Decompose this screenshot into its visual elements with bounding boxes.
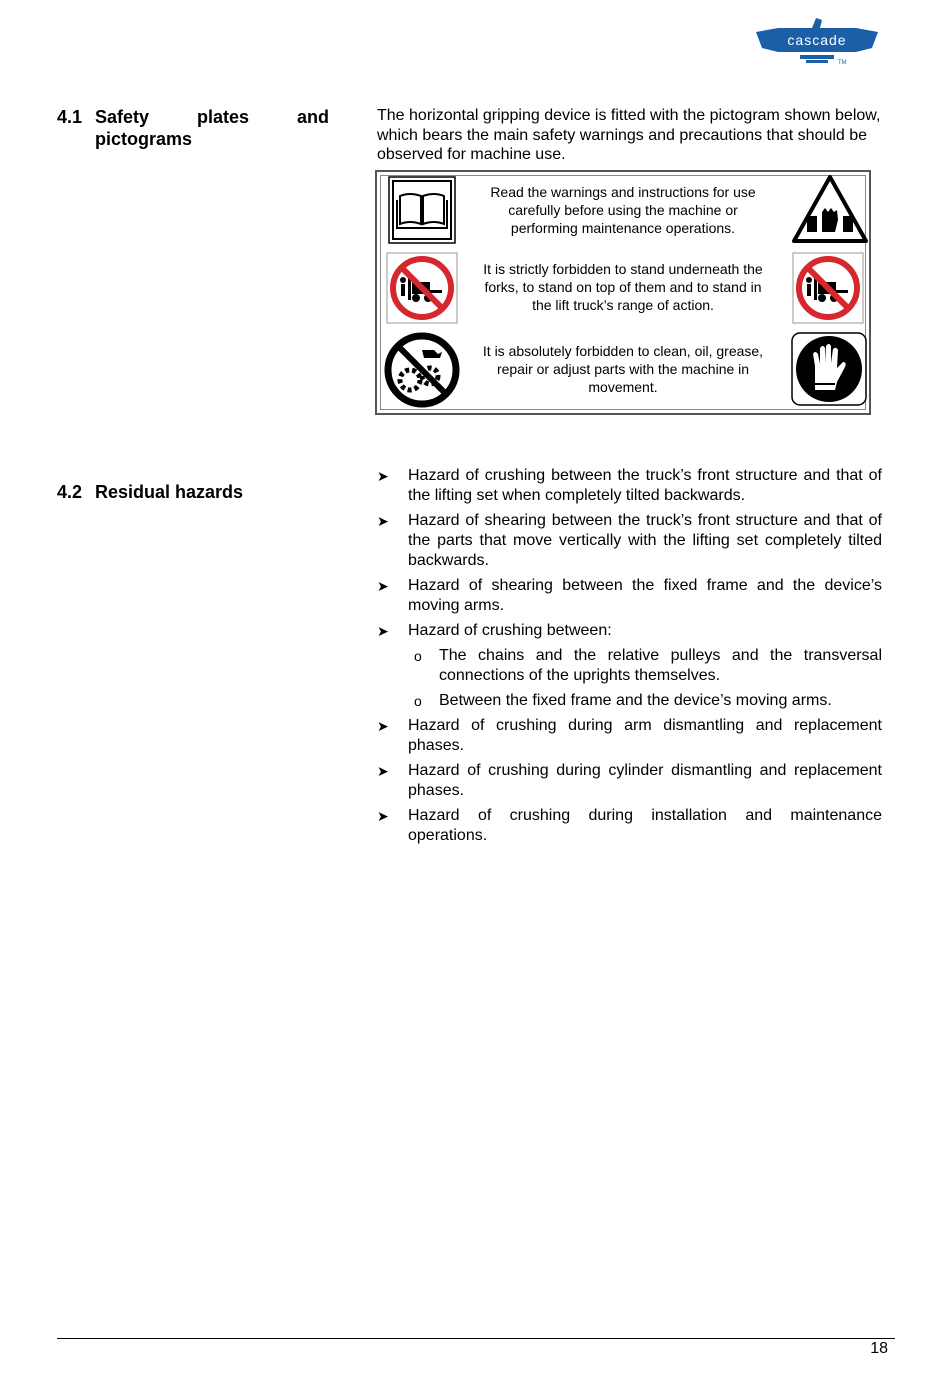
- protective-gloves-icon: [791, 332, 867, 406]
- list-item: ➤ Hazard of shearing between the fixed frame and the device’s moving arms.: [377, 577, 882, 614]
- plate-text-row1: Read the warnings and instructions for use carefully before using the machine or performing maintenance operations.: [490, 184, 756, 236]
- list-item: ➤ Hazard of crushing during cylinder dismantling and replacement phases.: [377, 762, 882, 799]
- circle-bullet-icon: o: [414, 693, 422, 709]
- sub-list-item: o The chains and the relative pulleys and the transversal connections of the uprights themselves.: [414, 647, 882, 684]
- heading-line2: pictograms: [95, 129, 193, 149]
- heading-word: plates: [196, 107, 250, 127]
- plate-text-row2: It is strictly forbidden to stand underneath the forks, to stand on top of them and to stand in the lift truck’s range of action.: [483, 261, 763, 313]
- arrow-bullet-icon: ➤: [377, 623, 389, 639]
- safety-plate: [375, 170, 871, 415]
- residual-hazards-list: [377, 466, 882, 851]
- circle-bullet-icon: o: [414, 648, 422, 664]
- section-heading-4-2: [57, 482, 243, 503]
- arrow-bullet-icon: ➤: [377, 763, 389, 779]
- crushing-hazard-warning-icon: [791, 174, 869, 244]
- heading-word: and: [296, 107, 329, 127]
- section-heading-4-1: [57, 106, 329, 150]
- list-item: ➤ Hazard of crushing between the truck’s front structure and that of the lifting set when completely tilted backwards.: [377, 467, 882, 504]
- logo-text: cascade: [787, 32, 847, 48]
- list-item: ➤ Hazard of crushing during arm dismantling and replacement phases.: [377, 717, 882, 754]
- intro-paragraph: The horizontal gripping device is fitted with the pictogram shown below, which bears the main safety warnings and precautions that should be observed for machine use.: [377, 107, 881, 163]
- section-number: 4.2: [57, 482, 83, 502]
- footer-divider: [57, 1338, 895, 1339]
- section-title: Residual hazards: [95, 482, 244, 502]
- arrow-bullet-icon: ➤: [377, 468, 389, 484]
- arrow-bullet-icon: ➤: [377, 718, 389, 734]
- cascade-logo: [752, 14, 882, 66]
- no-maintenance-moving-parts-icon: [384, 332, 460, 408]
- arrow-bullet-icon: ➤: [377, 578, 389, 594]
- logo-trademark: TM: [838, 60, 847, 66]
- plate-text-row3: It is absolutely forbidden to clean, oil, grease, repair or adjust parts with the machine in movement.: [482, 343, 764, 395]
- sub-list-item: o Between the fixed frame and the device’s moving arms.: [414, 692, 832, 709]
- manual-book-icon: [388, 176, 456, 244]
- heading-word: Safety: [95, 107, 150, 127]
- section-number: 4.1: [57, 107, 83, 127]
- list-item: ➤ Hazard of crushing during installation and maintenance operations.: [377, 807, 882, 844]
- page-number: 18: [870, 1340, 888, 1357]
- arrow-bullet-icon: ➤: [377, 513, 389, 529]
- list-item: ➤ Hazard of crushing between:: [377, 622, 612, 639]
- arrow-bullet-icon: ➤: [377, 808, 389, 824]
- no-forklift-standing-icon: [386, 252, 458, 324]
- list-item: ➤ Hazard of shearing between the truck’s front structure and that of the parts that move vertically with the lifting set completely tilted backwards.: [377, 512, 882, 569]
- no-forklift-standing-icon: [792, 252, 864, 324]
